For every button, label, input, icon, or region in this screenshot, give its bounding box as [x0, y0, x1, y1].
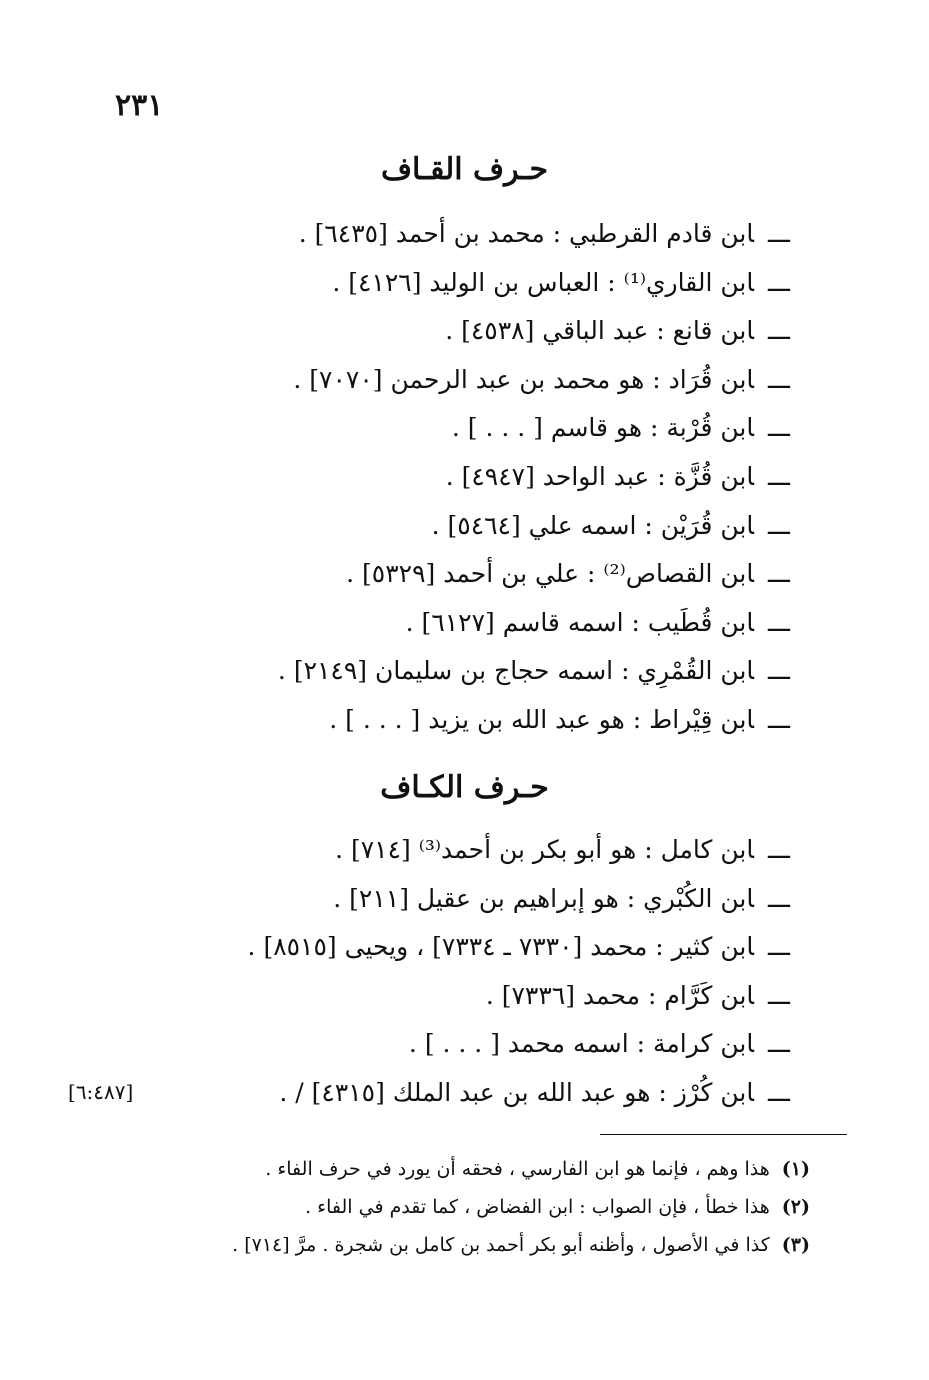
list-item: ـــابن قادم القرطبي : محمد بن أحمد [٦٤٣٥] .: [298, 219, 790, 248]
list-item: ـــابن القُمْرِي : اسمه حجاج بن سليمان [٢١٤٩] .: [277, 656, 790, 686]
list-item: ـــابن قُطَيب : اسمه قاسم [٦١٢٧] .: [405, 607, 790, 637]
list-item: ـــابن قانع : عبد الباقي [٤٥٣٨] .: [445, 316, 790, 346]
footnote: (٢)هذا خطأ ، فإن الصواب : ابن الفضاض ، كما تقدم في الفاء .: [305, 1196, 810, 1218]
footnotes: [150, 1150, 810, 1264]
section-heading-qaf: حـرف القـاف: [380, 152, 549, 187]
list-item: ـــابن قُرَاد : هو محمد بن عبد الرحمن [٧٠٧٠] .: [293, 364, 790, 394]
footnote: (٣)كذا في الأصول ، وأظنه أبو بكر أحمد بن كامل بن شجرة . مرَّ [٧١٤] .: [232, 1234, 810, 1256]
entry-list-kaf: [0, 826, 790, 1118]
footnote: (١)هذا وهم ، فإنما هو ابن الفارسي ، فحقه أن يورد في حرف الفاء .: [265, 1158, 810, 1180]
list-item: ـــابن الكُبْري : هو إبراهيم بن عقيل [٢١١] .: [333, 883, 790, 913]
list-item: ـــابن كامل : هو أبو بكر بن أحمد⁽³⁾ [٧١٤] .: [335, 835, 790, 864]
list-item: ـــابن قِيْراط : هو عبد الله بن يزيد [ . . . ] .: [329, 704, 790, 734]
list-item: ـــابن القاري⁽¹⁾ : العباس بن الوليد [٤١٢٦] .: [332, 267, 790, 297]
section-heading-kaf: حـرف الكـاف: [380, 770, 549, 805]
list-item: ـــابن كثير : محمد [٧٣٣٠ ـ ٧٣٣٤] ، ويحيى [٨٥١٥] .: [247, 932, 790, 962]
footnote-divider: [600, 1134, 847, 1135]
entry-list-qaf: [0, 210, 790, 745]
list-item: ـــابن قُرْبة : هو قاسم [ . . . ] .: [451, 413, 790, 443]
list-item: ـــابن كُرْز : هو عبد الله بن عبد الملك [٤٣١٥] / .: [279, 1077, 790, 1107]
page-number: ٢٣١: [115, 88, 164, 123]
list-item: ـــابن القصاص⁽²⁾ : علي بن أحمد [٥٣٢٩] .: [346, 559, 790, 589]
list-item: ـــابن كرامة : اسمه محمد [ . . . ] .: [408, 1029, 790, 1059]
list-item: ـــابن كَرَّام : محمد [٧٣٣٦] .: [485, 980, 790, 1010]
side-reference: [٦:٤٨٧]: [68, 1080, 134, 1104]
list-item: ـــابن قُرَيْن : اسمه علي [٥٤٦٤] .: [431, 510, 790, 540]
list-item: ـــابن قُزَّة : عبد الواحد [٤٩٤٧] .: [445, 461, 790, 491]
